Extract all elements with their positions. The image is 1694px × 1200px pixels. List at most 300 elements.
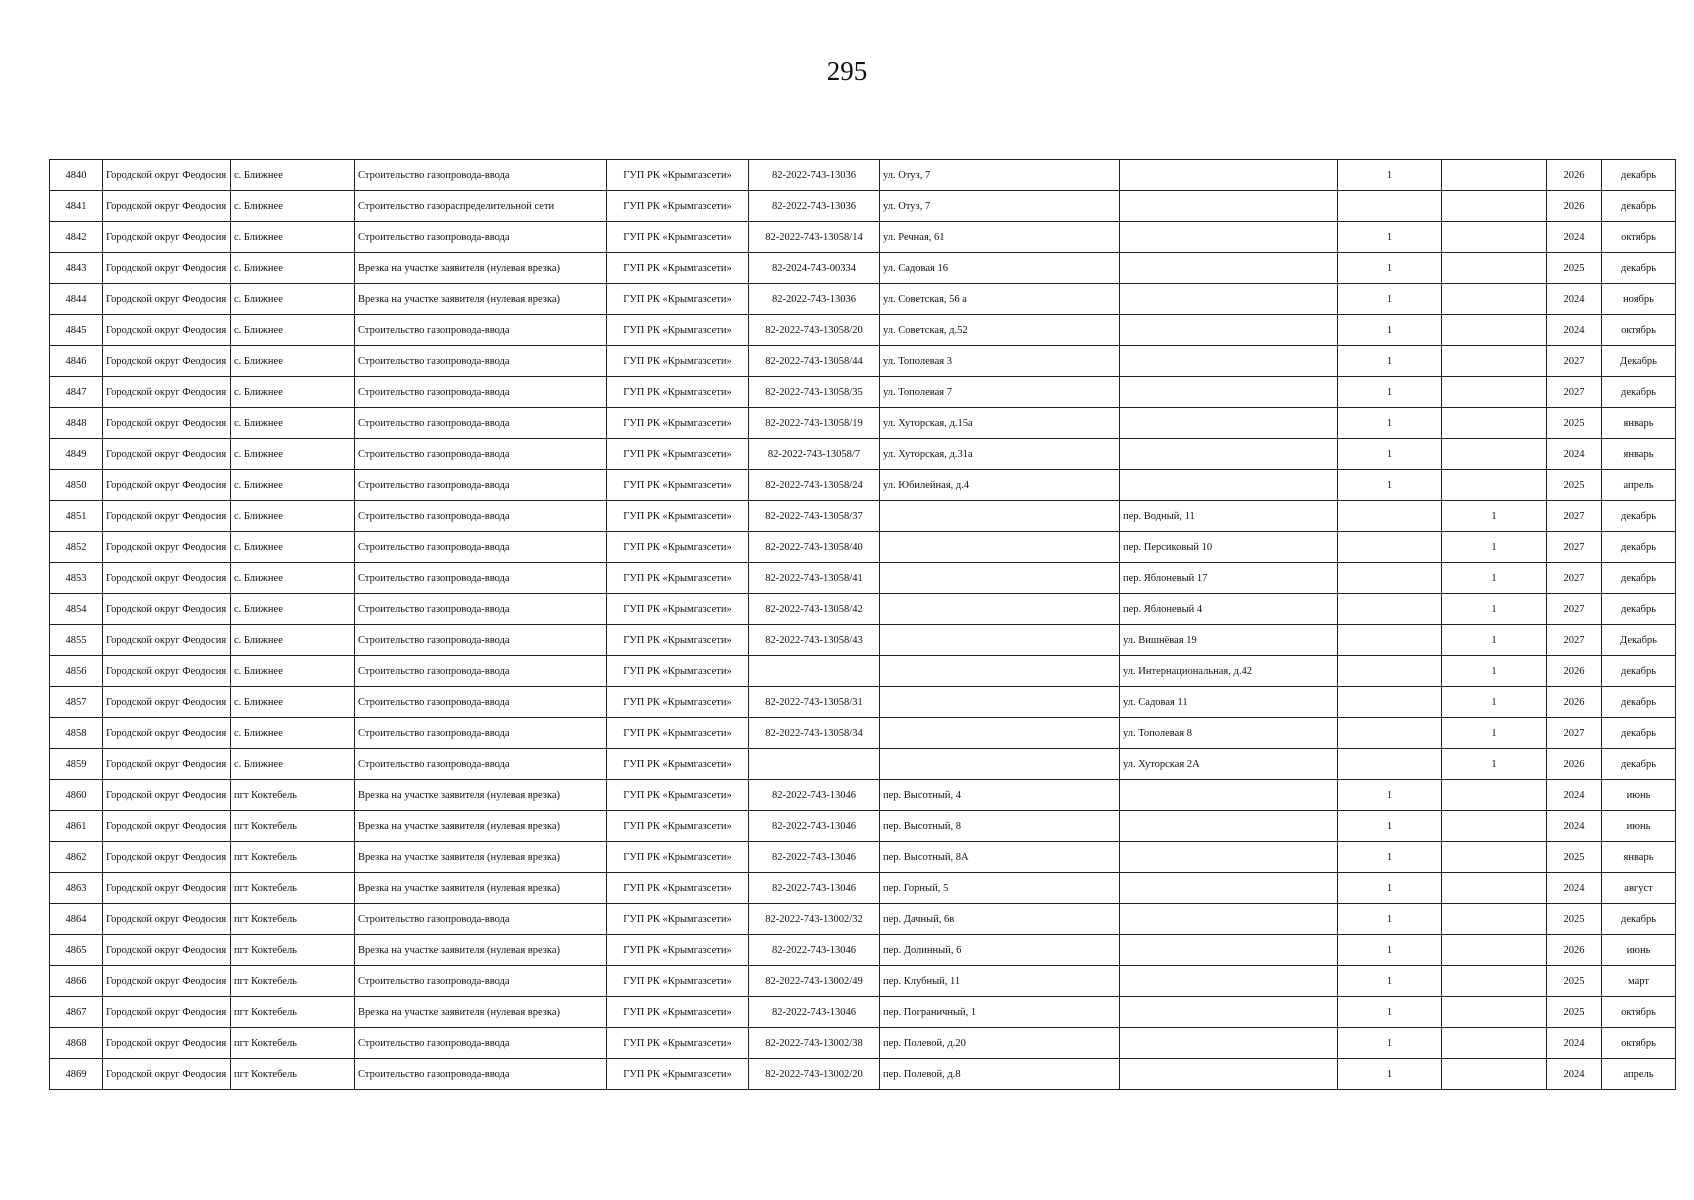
- table-row: [50, 1059, 1676, 1090]
- address-cell: пер. Дачный, 6в: [880, 904, 1120, 935]
- year-cell: 2027: [1547, 501, 1602, 532]
- month-cell: декабрь: [1602, 718, 1676, 749]
- row-number-cell: 4854: [50, 594, 103, 625]
- row-number-cell: 4868: [50, 1028, 103, 1059]
- work-type-cell: Строительство газопровода-ввода: [355, 966, 607, 997]
- address-cell: ул. Хуторская, д.15а: [880, 408, 1120, 439]
- row-number-cell: 4843: [50, 253, 103, 284]
- table-row: [50, 594, 1676, 625]
- row-number-cell: 4856: [50, 656, 103, 687]
- row-number-cell: 4866: [50, 966, 103, 997]
- year-cell: 2026: [1547, 656, 1602, 687]
- quantity-cell: 1: [1338, 873, 1442, 904]
- work-type-cell: Строительство газопровода-ввода: [355, 160, 607, 191]
- district-cell: Городской округ Феодосия: [103, 222, 231, 253]
- address-alt-cell: [1120, 408, 1338, 439]
- locality-cell: с. Ближнее: [231, 160, 355, 191]
- work-type-cell: Врезка на участке заявителя (нулевая врезка): [355, 253, 607, 284]
- address-alt-cell: пер. Персиковый 10: [1120, 532, 1338, 563]
- work-type-cell: Строительство газопровода-ввода: [355, 687, 607, 718]
- row-number-cell: 4860: [50, 780, 103, 811]
- year-cell: 2026: [1547, 191, 1602, 222]
- row-number-cell: 4857: [50, 687, 103, 718]
- work-type-cell: Врезка на участке заявителя (нулевая врезка): [355, 873, 607, 904]
- locality-cell: с. Ближнее: [231, 563, 355, 594]
- year-cell: 2027: [1547, 594, 1602, 625]
- address-alt-cell: ул. Садовая 11: [1120, 687, 1338, 718]
- table-row: [50, 222, 1676, 253]
- table-row: [50, 160, 1676, 191]
- quantity-cell: 1: [1338, 346, 1442, 377]
- gasification-registry-table: [49, 159, 1676, 1090]
- organization-cell: ГУП РК «Крымгазсети»: [607, 160, 749, 191]
- organization-cell: ГУП РК «Крымгазсети»: [607, 346, 749, 377]
- year-cell: 2026: [1547, 935, 1602, 966]
- row-number-cell: 4840: [50, 160, 103, 191]
- address-alt-cell: [1120, 966, 1338, 997]
- quantity-cell: [1338, 749, 1442, 780]
- table-row: [50, 873, 1676, 904]
- address-cell: пер. Полевой, д.20: [880, 1028, 1120, 1059]
- year-cell: 2026: [1547, 687, 1602, 718]
- row-number-cell: 4867: [50, 997, 103, 1028]
- year-cell: 2027: [1547, 532, 1602, 563]
- quantity-cell: [1338, 594, 1442, 625]
- district-cell: Городской округ Феодосия: [103, 470, 231, 501]
- address-cell: ул. Юбилейная, д.4: [880, 470, 1120, 501]
- organization-cell: ГУП РК «Крымгазсети»: [607, 811, 749, 842]
- table-row: [50, 501, 1676, 532]
- month-cell: декабрь: [1602, 749, 1676, 780]
- address-cell: пер. Высотный, 8А: [880, 842, 1120, 873]
- month-cell: декабрь: [1602, 160, 1676, 191]
- month-cell: июнь: [1602, 811, 1676, 842]
- organization-cell: ГУП РК «Крымгазсети»: [607, 997, 749, 1028]
- quantity-alt-cell: [1442, 873, 1547, 904]
- address-alt-cell: [1120, 346, 1338, 377]
- month-cell: октябрь: [1602, 1028, 1676, 1059]
- month-cell: декабрь: [1602, 594, 1676, 625]
- organization-cell: ГУП РК «Крымгазсети»: [607, 284, 749, 315]
- row-number-cell: 4848: [50, 408, 103, 439]
- locality-cell: пгт Коктебель: [231, 997, 355, 1028]
- table-row: [50, 532, 1676, 563]
- month-cell: март: [1602, 966, 1676, 997]
- table-row: [50, 625, 1676, 656]
- locality-cell: пгт Коктебель: [231, 1028, 355, 1059]
- organization-cell: ГУП РК «Крымгазсети»: [607, 625, 749, 656]
- month-cell: декабрь: [1602, 656, 1676, 687]
- address-alt-cell: ул. Вишнёвая 19: [1120, 625, 1338, 656]
- row-number-cell: 4844: [50, 284, 103, 315]
- address-cell: ул. Хуторская, д.31а: [880, 439, 1120, 470]
- year-cell: 2026: [1547, 749, 1602, 780]
- quantity-alt-cell: [1442, 377, 1547, 408]
- quantity-cell: [1338, 718, 1442, 749]
- row-number-cell: 4845: [50, 315, 103, 346]
- application-code-cell: 82-2022-743-13058/35: [749, 377, 880, 408]
- address-alt-cell: пер. Водный, 11: [1120, 501, 1338, 532]
- row-number-cell: 4842: [50, 222, 103, 253]
- work-type-cell: Строительство газопровода-ввода: [355, 656, 607, 687]
- quantity-cell: 1: [1338, 470, 1442, 501]
- table-row: [50, 749, 1676, 780]
- address-alt-cell: [1120, 904, 1338, 935]
- application-code-cell: 82-2024-743-00334: [749, 253, 880, 284]
- quantity-cell: 1: [1338, 966, 1442, 997]
- table-row: [50, 780, 1676, 811]
- quantity-cell: 1: [1338, 222, 1442, 253]
- table-row: [50, 687, 1676, 718]
- work-type-cell: Строительство газопровода-ввода: [355, 1059, 607, 1090]
- quantity-alt-cell: 1: [1442, 563, 1547, 594]
- district-cell: Городской округ Феодосия: [103, 966, 231, 997]
- address-cell: ул. Речная, 61: [880, 222, 1120, 253]
- address-alt-cell: [1120, 377, 1338, 408]
- quantity-alt-cell: [1442, 408, 1547, 439]
- month-cell: октябрь: [1602, 222, 1676, 253]
- address-alt-cell: [1120, 873, 1338, 904]
- application-code-cell: 82-2022-743-13058/37: [749, 501, 880, 532]
- locality-cell: с. Ближнее: [231, 191, 355, 222]
- locality-cell: с. Ближнее: [231, 718, 355, 749]
- row-number-cell: 4850: [50, 470, 103, 501]
- address-cell: ул. Садовая 16: [880, 253, 1120, 284]
- address-cell: пер. Высотный, 8: [880, 811, 1120, 842]
- table-body: [50, 160, 1676, 1090]
- quantity-cell: 1: [1338, 1028, 1442, 1059]
- district-cell: Городской округ Феодосия: [103, 501, 231, 532]
- district-cell: Городской округ Феодосия: [103, 811, 231, 842]
- year-cell: 2025: [1547, 408, 1602, 439]
- address-alt-cell: пер. Яблоневый 4: [1120, 594, 1338, 625]
- table-row: [50, 904, 1676, 935]
- work-type-cell: Строительство газопровода-ввода: [355, 470, 607, 501]
- row-number-cell: 4852: [50, 532, 103, 563]
- work-type-cell: Строительство газопровода-ввода: [355, 315, 607, 346]
- year-cell: 2025: [1547, 253, 1602, 284]
- address-alt-cell: [1120, 253, 1338, 284]
- month-cell: апрель: [1602, 1059, 1676, 1090]
- application-code-cell: 82-2022-743-13036: [749, 284, 880, 315]
- application-code-cell: 82-2022-743-13002/20: [749, 1059, 880, 1090]
- district-cell: Городской округ Феодосия: [103, 842, 231, 873]
- organization-cell: ГУП РК «Крымгазсети»: [607, 501, 749, 532]
- year-cell: 2027: [1547, 718, 1602, 749]
- address-cell: [880, 656, 1120, 687]
- year-cell: 2025: [1547, 997, 1602, 1028]
- address-cell: [880, 501, 1120, 532]
- row-number-cell: 4841: [50, 191, 103, 222]
- organization-cell: ГУП РК «Крымгазсети»: [607, 222, 749, 253]
- locality-cell: с. Ближнее: [231, 532, 355, 563]
- organization-cell: ГУП РК «Крымгазсети»: [607, 470, 749, 501]
- district-cell: Городской округ Феодосия: [103, 315, 231, 346]
- quantity-alt-cell: [1442, 1028, 1547, 1059]
- application-code-cell: 82-2022-743-13002/49: [749, 966, 880, 997]
- row-number-cell: 4849: [50, 439, 103, 470]
- district-cell: Городской округ Феодосия: [103, 346, 231, 377]
- year-cell: 2024: [1547, 284, 1602, 315]
- table-row: [50, 253, 1676, 284]
- address-cell: ул. Советская, д.52: [880, 315, 1120, 346]
- table-row: [50, 408, 1676, 439]
- quantity-alt-cell: 1: [1442, 594, 1547, 625]
- quantity-cell: 1: [1338, 253, 1442, 284]
- address-cell: пер. Долинный, 6: [880, 935, 1120, 966]
- quantity-alt-cell: [1442, 904, 1547, 935]
- locality-cell: пгт Коктебель: [231, 842, 355, 873]
- table-row: [50, 470, 1676, 501]
- quantity-cell: [1338, 625, 1442, 656]
- address-cell: [880, 625, 1120, 656]
- month-cell: июнь: [1602, 935, 1676, 966]
- month-cell: октябрь: [1602, 997, 1676, 1028]
- locality-cell: с. Ближнее: [231, 222, 355, 253]
- quantity-cell: [1338, 191, 1442, 222]
- work-type-cell: Строительство газопровода-ввода: [355, 532, 607, 563]
- district-cell: Городской округ Феодосия: [103, 935, 231, 966]
- month-cell: декабрь: [1602, 253, 1676, 284]
- quantity-cell: [1338, 687, 1442, 718]
- application-code-cell: 82-2022-743-13058/42: [749, 594, 880, 625]
- locality-cell: с. Ближнее: [231, 253, 355, 284]
- month-cell: декабрь: [1602, 501, 1676, 532]
- district-cell: Городской округ Феодосия: [103, 904, 231, 935]
- application-code-cell: 82-2022-743-13058/24: [749, 470, 880, 501]
- row-number-cell: 4864: [50, 904, 103, 935]
- table-row: [50, 997, 1676, 1028]
- address-cell: [880, 749, 1120, 780]
- work-type-cell: Строительство газопровода-ввода: [355, 408, 607, 439]
- locality-cell: с. Ближнее: [231, 625, 355, 656]
- district-cell: Городской округ Феодосия: [103, 160, 231, 191]
- address-alt-cell: [1120, 1028, 1338, 1059]
- year-cell: 2025: [1547, 470, 1602, 501]
- month-cell: декабрь: [1602, 904, 1676, 935]
- locality-cell: пгт Коктебель: [231, 811, 355, 842]
- year-cell: 2024: [1547, 1059, 1602, 1090]
- work-type-cell: Врезка на участке заявителя (нулевая врезка): [355, 935, 607, 966]
- work-type-cell: Строительство газопровода-ввода: [355, 718, 607, 749]
- work-type-cell: Строительство газопровода-ввода: [355, 501, 607, 532]
- district-cell: Городской округ Феодосия: [103, 532, 231, 563]
- address-alt-cell: [1120, 935, 1338, 966]
- work-type-cell: Строительство газопровода-ввода: [355, 594, 607, 625]
- quantity-cell: [1338, 501, 1442, 532]
- quantity-alt-cell: [1442, 315, 1547, 346]
- district-cell: Городской округ Феодосия: [103, 687, 231, 718]
- row-number-cell: 4851: [50, 501, 103, 532]
- district-cell: Городской округ Феодосия: [103, 284, 231, 315]
- address-alt-cell: [1120, 160, 1338, 191]
- quantity-cell: 1: [1338, 1059, 1442, 1090]
- application-code-cell: 82-2022-743-13046: [749, 780, 880, 811]
- quantity-alt-cell: [1442, 253, 1547, 284]
- year-cell: 2027: [1547, 346, 1602, 377]
- organization-cell: ГУП РК «Крымгазсети»: [607, 594, 749, 625]
- work-type-cell: Врезка на участке заявителя (нулевая врезка): [355, 842, 607, 873]
- table-row: [50, 377, 1676, 408]
- district-cell: Городской округ Феодосия: [103, 873, 231, 904]
- quantity-alt-cell: [1442, 780, 1547, 811]
- quantity-alt-cell: [1442, 346, 1547, 377]
- locality-cell: пгт Коктебель: [231, 904, 355, 935]
- address-alt-cell: ул. Тополевая 8: [1120, 718, 1338, 749]
- quantity-alt-cell: [1442, 470, 1547, 501]
- organization-cell: ГУП РК «Крымгазсети»: [607, 780, 749, 811]
- year-cell: 2024: [1547, 439, 1602, 470]
- work-type-cell: Строительство газопровода-ввода: [355, 625, 607, 656]
- organization-cell: ГУП РК «Крымгазсети»: [607, 439, 749, 470]
- table-row: [50, 966, 1676, 997]
- quantity-cell: [1338, 656, 1442, 687]
- application-code-cell: 82-2022-743-13058/40: [749, 532, 880, 563]
- table-row: [50, 346, 1676, 377]
- year-cell: 2024: [1547, 315, 1602, 346]
- district-cell: Городской округ Феодосия: [103, 408, 231, 439]
- application-code-cell: 82-2022-743-13002/38: [749, 1028, 880, 1059]
- month-cell: декабрь: [1602, 687, 1676, 718]
- address-cell: пер. Клубный, 11: [880, 966, 1120, 997]
- application-code-cell: 82-2022-743-13046: [749, 873, 880, 904]
- address-cell: пер. Пограничный, 1: [880, 997, 1120, 1028]
- table-row: [50, 439, 1676, 470]
- locality-cell: с. Ближнее: [231, 749, 355, 780]
- application-code-cell: 82-2022-743-13058/44: [749, 346, 880, 377]
- quantity-alt-cell: 1: [1442, 687, 1547, 718]
- year-cell: 2025: [1547, 842, 1602, 873]
- year-cell: 2024: [1547, 780, 1602, 811]
- address-cell: ул. Отуз, 7: [880, 191, 1120, 222]
- organization-cell: ГУП РК «Крымгазсети»: [607, 873, 749, 904]
- organization-cell: ГУП РК «Крымгазсети»: [607, 1059, 749, 1090]
- organization-cell: ГУП РК «Крымгазсети»: [607, 687, 749, 718]
- quantity-cell: 1: [1338, 811, 1442, 842]
- address-cell: ул. Советская, 56 а: [880, 284, 1120, 315]
- month-cell: июнь: [1602, 780, 1676, 811]
- work-type-cell: Врезка на участке заявителя (нулевая врезка): [355, 780, 607, 811]
- address-alt-cell: [1120, 1059, 1338, 1090]
- quantity-cell: 1: [1338, 997, 1442, 1028]
- quantity-alt-cell: [1442, 811, 1547, 842]
- address-cell: пер. Высотный, 4: [880, 780, 1120, 811]
- application-code-cell: 82-2022-743-13058/43: [749, 625, 880, 656]
- district-cell: Городской округ Феодосия: [103, 563, 231, 594]
- row-number-cell: 4858: [50, 718, 103, 749]
- application-code-cell: [749, 749, 880, 780]
- district-cell: Городской округ Феодосия: [103, 377, 231, 408]
- application-code-cell: 82-2022-743-13046: [749, 842, 880, 873]
- row-number-cell: 4853: [50, 563, 103, 594]
- work-type-cell: Врезка на участке заявителя (нулевая врезка): [355, 284, 607, 315]
- month-cell: декабрь: [1602, 532, 1676, 563]
- quantity-cell: 1: [1338, 315, 1442, 346]
- address-alt-cell: [1120, 842, 1338, 873]
- year-cell: 2024: [1547, 873, 1602, 904]
- district-cell: Городской округ Феодосия: [103, 625, 231, 656]
- organization-cell: ГУП РК «Крымгазсети»: [607, 563, 749, 594]
- address-alt-cell: [1120, 439, 1338, 470]
- address-alt-cell: [1120, 997, 1338, 1028]
- quantity-alt-cell: [1442, 191, 1547, 222]
- year-cell: 2027: [1547, 625, 1602, 656]
- address-cell: [880, 687, 1120, 718]
- locality-cell: с. Ближнее: [231, 501, 355, 532]
- quantity-cell: 1: [1338, 408, 1442, 439]
- work-type-cell: Строительство газораспределительной сети: [355, 191, 607, 222]
- table-row: [50, 811, 1676, 842]
- work-type-cell: Строительство газопровода-ввода: [355, 904, 607, 935]
- month-cell: ноябрь: [1602, 284, 1676, 315]
- year-cell: 2025: [1547, 966, 1602, 997]
- address-alt-cell: ул. Хуторская 2А: [1120, 749, 1338, 780]
- district-cell: Городской округ Феодосия: [103, 191, 231, 222]
- locality-cell: пгт Коктебель: [231, 966, 355, 997]
- district-cell: Городской округ Феодосия: [103, 780, 231, 811]
- work-type-cell: Врезка на участке заявителя (нулевая врезка): [355, 811, 607, 842]
- month-cell: январь: [1602, 439, 1676, 470]
- row-number-cell: 4861: [50, 811, 103, 842]
- district-cell: Городской округ Феодосия: [103, 718, 231, 749]
- page-number: 295: [826, 56, 868, 86]
- table-row: [50, 718, 1676, 749]
- district-cell: Городской округ Феодосия: [103, 1028, 231, 1059]
- locality-cell: с. Ближнее: [231, 470, 355, 501]
- quantity-alt-cell: 1: [1442, 625, 1547, 656]
- month-cell: август: [1602, 873, 1676, 904]
- quantity-cell: [1338, 563, 1442, 594]
- table-row: [50, 842, 1676, 873]
- application-code-cell: 82-2022-743-13058/31: [749, 687, 880, 718]
- district-cell: Городской округ Феодосия: [103, 749, 231, 780]
- organization-cell: ГУП РК «Крымгазсети»: [607, 718, 749, 749]
- table-row: [50, 563, 1676, 594]
- address-alt-cell: [1120, 470, 1338, 501]
- quantity-alt-cell: 1: [1442, 532, 1547, 563]
- address-cell: пер. Горный, 5: [880, 873, 1120, 904]
- organization-cell: ГУП РК «Крымгазсети»: [607, 315, 749, 346]
- application-code-cell: 82-2022-743-13058/7: [749, 439, 880, 470]
- quantity-alt-cell: [1442, 842, 1547, 873]
- application-code-cell: 82-2022-743-13002/32: [749, 904, 880, 935]
- month-cell: апрель: [1602, 470, 1676, 501]
- district-cell: Городской округ Феодосия: [103, 1059, 231, 1090]
- month-cell: Декабрь: [1602, 346, 1676, 377]
- table-row: [50, 935, 1676, 966]
- work-type-cell: Строительство газопровода-ввода: [355, 749, 607, 780]
- row-number-cell: 4859: [50, 749, 103, 780]
- quantity-cell: [1338, 532, 1442, 563]
- application-code-cell: 82-2022-743-13046: [749, 997, 880, 1028]
- application-code-cell: 82-2022-743-13058/41: [749, 563, 880, 594]
- year-cell: 2024: [1547, 222, 1602, 253]
- month-cell: декабрь: [1602, 377, 1676, 408]
- address-cell: ул. Отуз, 7: [880, 160, 1120, 191]
- quantity-alt-cell: 1: [1442, 718, 1547, 749]
- quantity-alt-cell: 1: [1442, 501, 1547, 532]
- application-code-cell: [749, 656, 880, 687]
- quantity-cell: 1: [1338, 780, 1442, 811]
- quantity-alt-cell: [1442, 222, 1547, 253]
- application-code-cell: 82-2022-743-13058/14: [749, 222, 880, 253]
- district-cell: Городской округ Феодосия: [103, 253, 231, 284]
- district-cell: Городской округ Феодосия: [103, 997, 231, 1028]
- month-cell: декабрь: [1602, 563, 1676, 594]
- district-cell: Городской округ Феодосия: [103, 594, 231, 625]
- quantity-cell: 1: [1338, 904, 1442, 935]
- quantity-cell: 1: [1338, 160, 1442, 191]
